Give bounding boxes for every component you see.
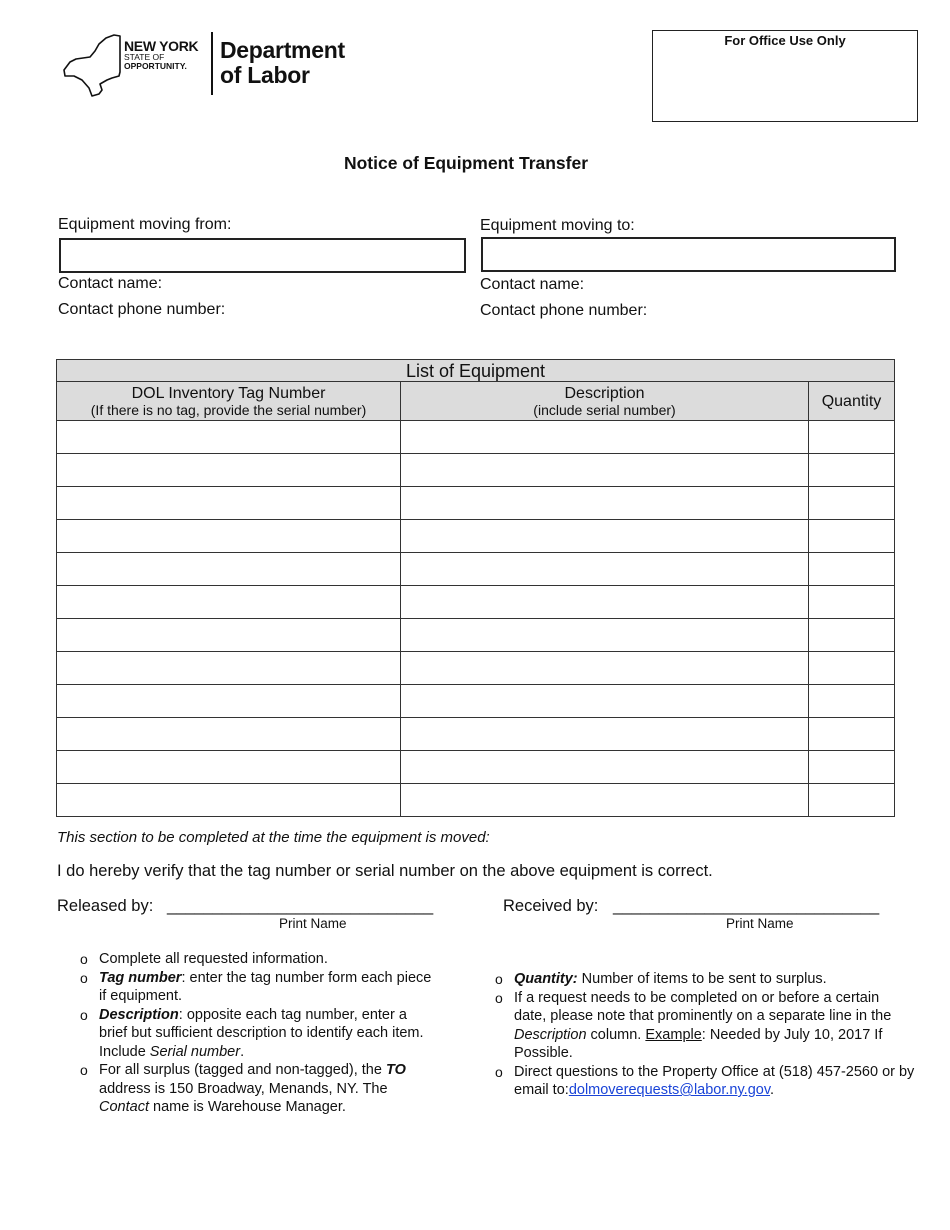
nys-dol-logo xyxy=(62,30,362,100)
list-item xyxy=(80,969,432,1006)
description-cell[interactable] xyxy=(401,718,809,751)
instruction-desc-text: : opposite each tag number, enter a brief but sufficient description to identify each item. Include xyxy=(99,1006,424,1060)
received-by-label: Received by: xyxy=(503,897,599,915)
table-row xyxy=(57,685,895,718)
instruction-to-term: TO xyxy=(385,1062,406,1078)
table-row xyxy=(57,421,895,454)
list-item xyxy=(495,1063,915,1100)
description-cell[interactable] xyxy=(401,751,809,784)
description-cell[interactable] xyxy=(401,685,809,718)
moving-to-label: Equipment moving to: xyxy=(480,217,635,234)
quantity-cell[interactable] xyxy=(809,520,895,553)
tag-cell[interactable] xyxy=(57,718,401,751)
list-item xyxy=(495,989,915,1063)
quantity-cell[interactable] xyxy=(809,784,895,817)
col-header-description xyxy=(401,382,809,421)
description-cell[interactable] xyxy=(401,421,809,454)
equipment-table xyxy=(56,359,895,817)
office-use-label: For Office Use Only xyxy=(724,33,846,48)
table-row xyxy=(57,784,895,817)
tag-cell[interactable] xyxy=(57,454,401,487)
completion-note: This section to be completed at the time the equipment is moved: xyxy=(57,829,490,846)
office-use-box xyxy=(652,30,918,122)
instructions-right xyxy=(495,970,915,1100)
quantity-cell[interactable] xyxy=(809,553,895,586)
tag-cell[interactable] xyxy=(57,520,401,553)
instruction-description-term: Description xyxy=(514,1026,587,1043)
tag-cell[interactable] xyxy=(57,586,401,619)
tag-cell[interactable] xyxy=(57,784,401,817)
to-contact-phone-label: Contact phone number: xyxy=(480,302,648,319)
quantity-cell[interactable] xyxy=(809,652,895,685)
description-cell[interactable] xyxy=(401,619,809,652)
quantity-cell[interactable] xyxy=(809,421,895,454)
table-caption: List of Equipment xyxy=(57,360,895,382)
instruction-deadline-text-a: If a request needs to be completed on or before a certain date, please note that prominently on a separate line in the xyxy=(514,989,892,1024)
table-row xyxy=(57,553,895,586)
logo-state-of: STATE OF xyxy=(124,52,165,62)
verification-statement: I do hereby verify that the tag number or serial number on the above equipment is correct. xyxy=(57,862,713,880)
col-tag-title: DOL Inventory Tag Number xyxy=(131,384,326,402)
tag-cell[interactable] xyxy=(57,487,401,520)
logo-department-wordmark xyxy=(220,38,345,88)
moving-to-input[interactable] xyxy=(481,237,896,272)
tag-cell[interactable] xyxy=(57,685,401,718)
description-cell[interactable] xyxy=(401,586,809,619)
list-item xyxy=(80,950,432,969)
table-row xyxy=(57,652,895,685)
table-row xyxy=(57,718,895,751)
instructions-left xyxy=(80,950,432,1117)
list-item xyxy=(80,1061,432,1117)
moving-from-label: Equipment moving from: xyxy=(58,216,232,233)
instruction-serial-term: Serial number xyxy=(149,1043,241,1060)
quantity-cell[interactable] xyxy=(809,718,895,751)
from-contact-name-label: Contact name: xyxy=(58,275,163,292)
instruction-deadline-text-c: : Needed by July 10, 2017 If Possible. xyxy=(514,1026,883,1061)
instruction-surplus-text-b: address is 150 Broadway, Menands, NY. The xyxy=(99,1080,388,1097)
page-title: Notice of Equipment Transfer xyxy=(343,153,589,173)
table-row xyxy=(57,487,895,520)
quantity-cell[interactable] xyxy=(809,619,895,652)
table-row xyxy=(57,586,895,619)
description-cell[interactable] xyxy=(401,454,809,487)
quantity-cell[interactable] xyxy=(809,751,895,784)
quantity-cell[interactable] xyxy=(809,487,895,520)
instruction-tag-text: : enter the tag number form each piece if equipment. xyxy=(99,969,432,1004)
logo-ny-title: NEW YORK xyxy=(124,38,199,54)
instruction-contact-term: Contact xyxy=(99,1099,149,1115)
released-print-name-label: Print Name xyxy=(279,916,347,931)
instruction-quantity-term: Quantity: xyxy=(514,971,578,987)
quantity-cell[interactable] xyxy=(809,685,895,718)
col-tag-subtitle: (If there is no tag, provide the serial number) xyxy=(90,401,367,418)
new-york-state-outline-icon xyxy=(62,32,122,98)
col-desc-title: Description xyxy=(564,384,645,402)
instruction-tag-term: Tag number xyxy=(99,969,182,986)
table-row xyxy=(57,751,895,784)
moving-from-input[interactable] xyxy=(59,238,466,273)
email-link[interactable]: dolmoverequests@labor.ny.gov xyxy=(568,1082,770,1098)
tag-cell[interactable] xyxy=(57,553,401,586)
description-cell[interactable] xyxy=(401,784,809,817)
logo-divider xyxy=(211,32,213,95)
received-print-name-label: Print Name xyxy=(726,916,794,931)
quantity-cell[interactable] xyxy=(809,454,895,487)
col-header-quantity: Quantity xyxy=(809,382,895,421)
logo-department: Department xyxy=(220,37,345,63)
description-cell[interactable] xyxy=(401,520,809,553)
table-row xyxy=(57,619,895,652)
instruction-desc-term: Description xyxy=(99,1006,179,1023)
list-item xyxy=(495,970,915,989)
instruction-surplus-text-c: name is Warehouse Manager. xyxy=(148,1099,346,1115)
tag-cell[interactable] xyxy=(57,421,401,454)
table-row xyxy=(57,454,895,487)
quantity-cell[interactable] xyxy=(809,586,895,619)
instruction-contact-end: . xyxy=(770,1082,775,1098)
instruction-desc-end: . xyxy=(240,1043,245,1060)
table-row xyxy=(57,520,895,553)
to-contact-name-label: Contact name: xyxy=(480,276,585,293)
description-cell[interactable] xyxy=(401,487,809,520)
description-cell[interactable] xyxy=(401,553,809,586)
instruction-contact-text: Direct questions to the Property Office at (518) 457-2560 or by email to: xyxy=(514,1063,915,1098)
instruction-surplus-text-a: For all surplus (tagged and non-tagged), the xyxy=(99,1062,386,1078)
col-header-tag xyxy=(57,382,401,421)
released-by-signature-line[interactable]: _____________________________ xyxy=(167,897,434,915)
from-contact-phone-label: Contact phone number: xyxy=(58,301,226,318)
tag-cell[interactable] xyxy=(57,652,401,685)
tag-cell[interactable] xyxy=(57,619,401,652)
list-item xyxy=(80,1006,432,1062)
instruction-complete-info: Complete all requested information. xyxy=(99,951,328,967)
received-by-signature-line[interactable]: _____________________________ xyxy=(613,897,880,915)
logo-of-labor: of Labor xyxy=(220,62,310,88)
logo-ny-wordmark xyxy=(124,40,198,71)
logo-opportunity: OPPORTUNITY. xyxy=(124,61,187,71)
released-by-label: Released by: xyxy=(57,897,154,915)
tag-cell[interactable] xyxy=(57,751,401,784)
instruction-deadline-text-b: column. xyxy=(586,1026,646,1043)
instruction-quantity-text: Number of items to be sent to surplus. xyxy=(577,971,827,987)
col-desc-subtitle: (include serial number) xyxy=(533,401,676,418)
description-cell[interactable] xyxy=(401,652,809,685)
instruction-example-term: Example xyxy=(645,1026,702,1043)
